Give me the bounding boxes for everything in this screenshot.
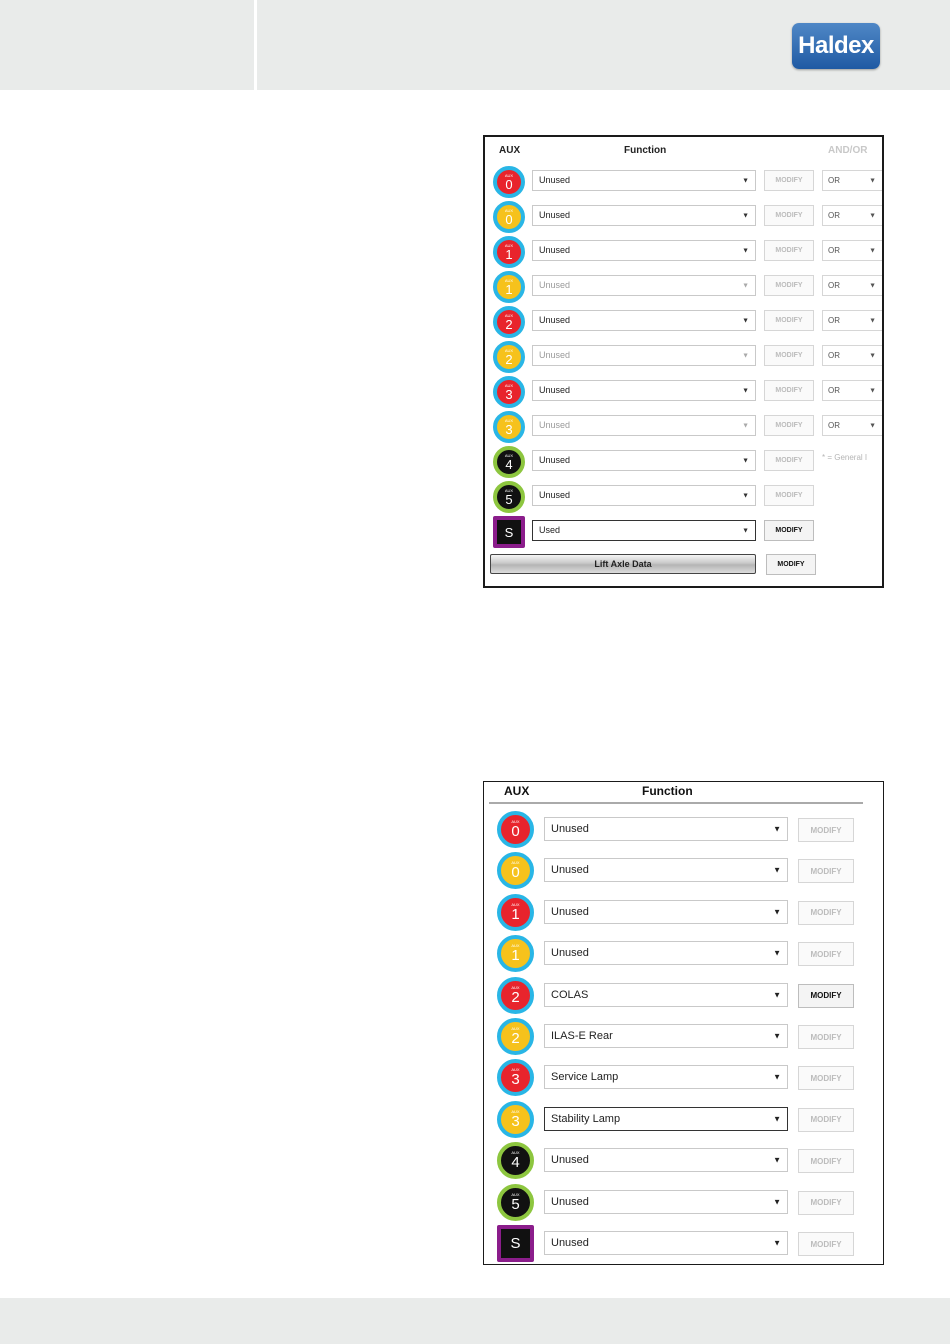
aux-row — [485, 165, 882, 200]
function-dropdown-value: Unused — [551, 947, 589, 960]
function-dropdown[interactable] — [532, 380, 756, 401]
aux-row — [485, 270, 882, 305]
andor-dropdown[interactable] — [822, 415, 882, 436]
andor-column-header: AND/OR — [828, 145, 868, 156]
modify-button[interactable]: MODIFY — [764, 345, 814, 366]
function-dropdown-value: Unused — [539, 280, 571, 290]
chevron-down-icon: ▼ — [869, 282, 876, 289]
modify-button[interactable]: MODIFY — [798, 984, 854, 1008]
aux-row — [485, 410, 882, 445]
badge-tag: AUX — [511, 1191, 520, 1197]
aux-row — [485, 200, 882, 235]
andor-dropdown[interactable] — [822, 205, 882, 226]
chevron-down-icon: ▼ — [742, 177, 749, 184]
modify-button[interactable]: MODIFY — [798, 942, 854, 966]
chevron-down-icon: ▼ — [869, 212, 876, 219]
aux-config-panel-1 — [483, 135, 884, 588]
function-dropdown[interactable] — [532, 170, 756, 191]
badge-number: 3 — [511, 1071, 520, 1089]
function-dropdown-value: Stability Lamp — [551, 1112, 621, 1125]
aux-0-icon — [493, 201, 525, 233]
badge-tag: AUX — [504, 172, 514, 178]
modify-button[interactable]: MODIFY — [764, 275, 814, 296]
aux-4-icon — [493, 446, 525, 478]
chevron-down-icon: ▼ — [742, 457, 749, 464]
aux-row — [484, 810, 883, 851]
function-dropdown-value: Unused — [539, 315, 571, 325]
modify-button[interactable]: MODIFY — [764, 450, 814, 471]
modify-button[interactable]: MODIFY — [764, 485, 814, 506]
aux-0-icon — [497, 852, 534, 889]
modify-button[interactable]: MODIFY — [798, 1149, 854, 1173]
modify-button[interactable]: MODIFY — [764, 310, 814, 331]
aux-2-icon — [497, 1018, 534, 1055]
badge-number: 5 — [511, 1195, 520, 1213]
badge-number: 3 — [511, 1112, 520, 1130]
aux-2-icon — [493, 306, 525, 338]
badge-tag: AUX — [511, 819, 520, 824]
badge-number: 1 — [505, 281, 513, 297]
badge-tag: AUX — [511, 1026, 520, 1031]
badge-tag: AUX — [511, 1108, 520, 1114]
chevron-down-icon: ▼ — [773, 948, 781, 958]
chevron-down-icon: ▼ — [773, 907, 781, 917]
function-dropdown-value: ILAS-E Rear — [551, 1030, 613, 1042]
chevron-down-icon: ▼ — [773, 1197, 781, 1207]
badge-tag: AUX — [504, 207, 514, 213]
function-dropdown-value: Unused — [539, 175, 571, 185]
badge-tag: AUX — [504, 347, 514, 353]
modify-button[interactable]: MODIFY — [798, 859, 854, 883]
chevron-down-icon: ▼ — [773, 990, 781, 1000]
modify-button[interactable]: MODIFY — [764, 205, 814, 226]
chevron-down-icon: ▼ — [773, 1072, 781, 1082]
badge-number: 2 — [505, 316, 513, 332]
andor-dropdown[interactable] — [822, 275, 882, 296]
page-footer — [0, 1298, 950, 1344]
andor-value: OR — [828, 316, 840, 325]
function-dropdown[interactable] — [544, 817, 788, 841]
andor-dropdown[interactable] — [822, 345, 882, 366]
aux-row — [484, 1017, 883, 1058]
function-dropdown[interactable] — [532, 205, 756, 226]
function-dropdown-value: Unused — [539, 350, 571, 360]
lift-axle-data-button[interactable]: Lift Axle Data — [490, 554, 756, 574]
function-dropdown[interactable] — [544, 941, 788, 965]
aux-column-header: AUX — [499, 145, 521, 156]
badge-number: S — [510, 1235, 521, 1252]
badge-number: 0 — [505, 176, 513, 192]
aux-row — [484, 893, 883, 934]
aux-3-icon — [493, 411, 525, 443]
function-dropdown[interactable] — [544, 1065, 788, 1089]
aux-3-icon — [497, 1059, 534, 1096]
function-dropdown[interactable] — [544, 1024, 788, 1048]
badge-number: 0 — [511, 864, 520, 882]
aux-row — [484, 1183, 883, 1224]
badge-tag: AUX — [504, 487, 514, 493]
aux-row — [485, 480, 882, 515]
badge-number: 2 — [505, 351, 513, 367]
badge-tag: AUX — [511, 860, 520, 866]
badge-tag: AUX — [504, 417, 514, 423]
header-divider — [254, 0, 257, 90]
aux-s-icon — [493, 516, 525, 548]
function-dropdown-value: Unused — [551, 905, 589, 918]
modify-button[interactable]: MODIFY — [764, 170, 814, 191]
badge-number: 1 — [511, 905, 520, 923]
badge-number: 2 — [511, 988, 520, 1006]
lift-axle-modify-button[interactable]: MODIFY — [766, 554, 816, 575]
function-dropdown-value: Unused — [539, 455, 571, 465]
badge-tag: AUX — [504, 277, 514, 283]
function-dropdown[interactable] — [532, 415, 756, 436]
chevron-down-icon: ▼ — [773, 1114, 781, 1124]
function-dropdown-value: Unused — [551, 823, 589, 835]
chevron-down-icon: ▼ — [742, 422, 749, 429]
function-dropdown[interactable] — [532, 450, 756, 471]
function-dropdown[interactable] — [544, 1148, 788, 1172]
andor-dropdown[interactable] — [822, 170, 882, 191]
badge-number: S — [504, 524, 514, 540]
aux-row — [484, 976, 883, 1017]
chevron-down-icon: ▼ — [869, 352, 876, 359]
andor-dropdown[interactable] — [822, 380, 882, 401]
function-dropdown[interactable] — [532, 310, 756, 331]
aux-1-icon — [493, 236, 525, 268]
badge-tag: AUX — [511, 1067, 520, 1073]
function-dropdown-value: Unused — [551, 1195, 589, 1208]
header-divider-line — [489, 802, 863, 804]
chevron-down-icon: ▼ — [742, 527, 749, 534]
function-dropdown-value: Unused — [539, 210, 571, 220]
andor-dropdown[interactable] — [822, 240, 882, 261]
badge-number: 3 — [505, 421, 513, 437]
footnote-text: * = General I — [822, 453, 868, 462]
andor-dropdown[interactable] — [822, 310, 882, 331]
aux-0-icon — [493, 166, 525, 198]
chevron-down-icon: ▼ — [742, 212, 749, 219]
modify-button[interactable]: MODIFY — [764, 520, 814, 541]
modify-button[interactable]: MODIFY — [764, 380, 814, 401]
andor-value: OR — [828, 386, 840, 395]
aux-4-icon — [497, 1142, 534, 1179]
modify-button[interactable]: MODIFY — [798, 901, 854, 925]
chevron-down-icon: ▼ — [773, 1155, 781, 1165]
aux-row — [485, 340, 882, 375]
function-dropdown-value: Unused — [539, 490, 571, 500]
aux-2-icon — [497, 977, 534, 1014]
badge-number: 5 — [505, 491, 513, 507]
badge-tag: AUX — [504, 452, 514, 458]
aux-0-icon — [497, 811, 534, 848]
page-header — [0, 0, 950, 90]
aux-row — [484, 851, 883, 892]
function-dropdown[interactable] — [532, 485, 756, 506]
chevron-down-icon: ▼ — [773, 824, 781, 834]
andor-value: OR — [828, 246, 840, 255]
function-dropdown-value: Unused — [539, 385, 571, 395]
aux-row — [485, 235, 882, 270]
chevron-down-icon: ▼ — [869, 387, 876, 394]
badge-number: 4 — [511, 1154, 520, 1172]
badge-number: 2 — [511, 1030, 520, 1047]
function-dropdown[interactable] — [544, 1190, 788, 1214]
aux-5-icon — [493, 481, 525, 513]
modify-button[interactable]: MODIFY — [798, 1108, 854, 1132]
andor-value: OR — [828, 351, 840, 360]
aux-1-icon — [493, 271, 525, 303]
function-column-header: Function — [642, 784, 693, 798]
aux-row — [484, 934, 883, 975]
function-dropdown-value: Service Lamp — [551, 1071, 619, 1084]
badge-number: 1 — [511, 947, 520, 965]
badge-number: 4 — [505, 456, 513, 472]
function-dropdown-value: COLAS — [551, 988, 589, 1001]
chevron-down-icon: ▼ — [869, 177, 876, 184]
function-dropdown-value: Unused — [539, 420, 571, 430]
aux-3-icon — [497, 1101, 534, 1138]
aux-column-header: AUX — [504, 784, 530, 798]
modify-button[interactable]: MODIFY — [798, 1066, 854, 1090]
chevron-down-icon: ▼ — [742, 492, 749, 499]
andor-value: OR — [828, 421, 840, 430]
function-dropdown[interactable] — [544, 900, 788, 924]
badge-tag: AUX — [504, 382, 514, 388]
aux-row — [484, 1058, 883, 1099]
function-dropdown[interactable] — [544, 1231, 788, 1255]
chevron-down-icon: ▼ — [869, 317, 876, 324]
aux-1-icon — [497, 894, 534, 931]
aux-row — [485, 305, 882, 340]
function-column-header: Function — [624, 145, 667, 156]
function-dropdown-value: Unused — [539, 245, 571, 255]
badge-number: 0 — [511, 823, 520, 840]
modify-button[interactable]: MODIFY — [764, 415, 814, 436]
badge-tag: AUX — [511, 901, 520, 907]
function-dropdown[interactable] — [544, 983, 788, 1007]
chevron-down-icon: ▼ — [742, 387, 749, 394]
aux-row — [485, 375, 882, 410]
chevron-down-icon: ▼ — [869, 247, 876, 254]
aux-row — [484, 1224, 883, 1265]
andor-value: OR — [828, 281, 840, 290]
function-dropdown[interactable] — [532, 520, 756, 541]
badge-number: 3 — [505, 386, 513, 402]
function-dropdown[interactable] — [532, 275, 756, 296]
haldex-logo: Haldex — [792, 23, 880, 69]
andor-value: OR — [828, 211, 840, 220]
badge-number: 0 — [505, 211, 513, 227]
chevron-down-icon: ▼ — [773, 1031, 781, 1041]
aux-3-icon — [493, 376, 525, 408]
function-dropdown-value: Unused — [551, 1154, 589, 1167]
badge-tag: AUX — [504, 242, 514, 248]
function-dropdown[interactable] — [544, 1107, 788, 1131]
badge-number: 1 — [505, 246, 513, 262]
modify-button[interactable]: MODIFY — [798, 818, 854, 842]
modify-button[interactable]: MODIFY — [798, 1025, 854, 1049]
modify-button[interactable]: MODIFY — [798, 1191, 854, 1215]
function-dropdown-value: Unused — [551, 864, 589, 877]
function-dropdown-value: Unused — [551, 1237, 589, 1249]
chevron-down-icon: ▼ — [742, 282, 749, 289]
aux-5-icon — [497, 1184, 534, 1221]
chevron-down-icon: ▼ — [742, 317, 749, 324]
aux-row — [485, 445, 882, 480]
andor-value: OR — [828, 176, 840, 185]
aux-2-icon — [493, 341, 525, 373]
function-dropdown[interactable] — [544, 858, 788, 882]
aux-row — [484, 1141, 883, 1182]
chevron-down-icon: ▼ — [742, 247, 749, 254]
function-dropdown[interactable] — [532, 240, 756, 261]
chevron-down-icon: ▼ — [869, 422, 876, 429]
aux-config-panel-2 — [483, 781, 884, 1265]
modify-button[interactable]: MODIFY — [764, 240, 814, 261]
aux-row — [484, 1100, 883, 1141]
badge-tag: AUX — [504, 312, 514, 318]
function-dropdown[interactable] — [532, 345, 756, 366]
chevron-down-icon: ▼ — [742, 352, 749, 359]
aux-1-icon — [497, 935, 534, 972]
function-dropdown-value: Used — [539, 525, 561, 535]
modify-button[interactable]: MODIFY — [798, 1232, 854, 1256]
chevron-down-icon: ▼ — [773, 865, 781, 875]
badge-tag: AUX — [511, 943, 520, 949]
chevron-down-icon: ▼ — [773, 1238, 781, 1248]
badge-tag: AUX — [511, 1150, 520, 1156]
aux-s-icon — [497, 1225, 534, 1262]
badge-tag: AUX — [511, 984, 520, 990]
aux-row — [485, 515, 882, 550]
